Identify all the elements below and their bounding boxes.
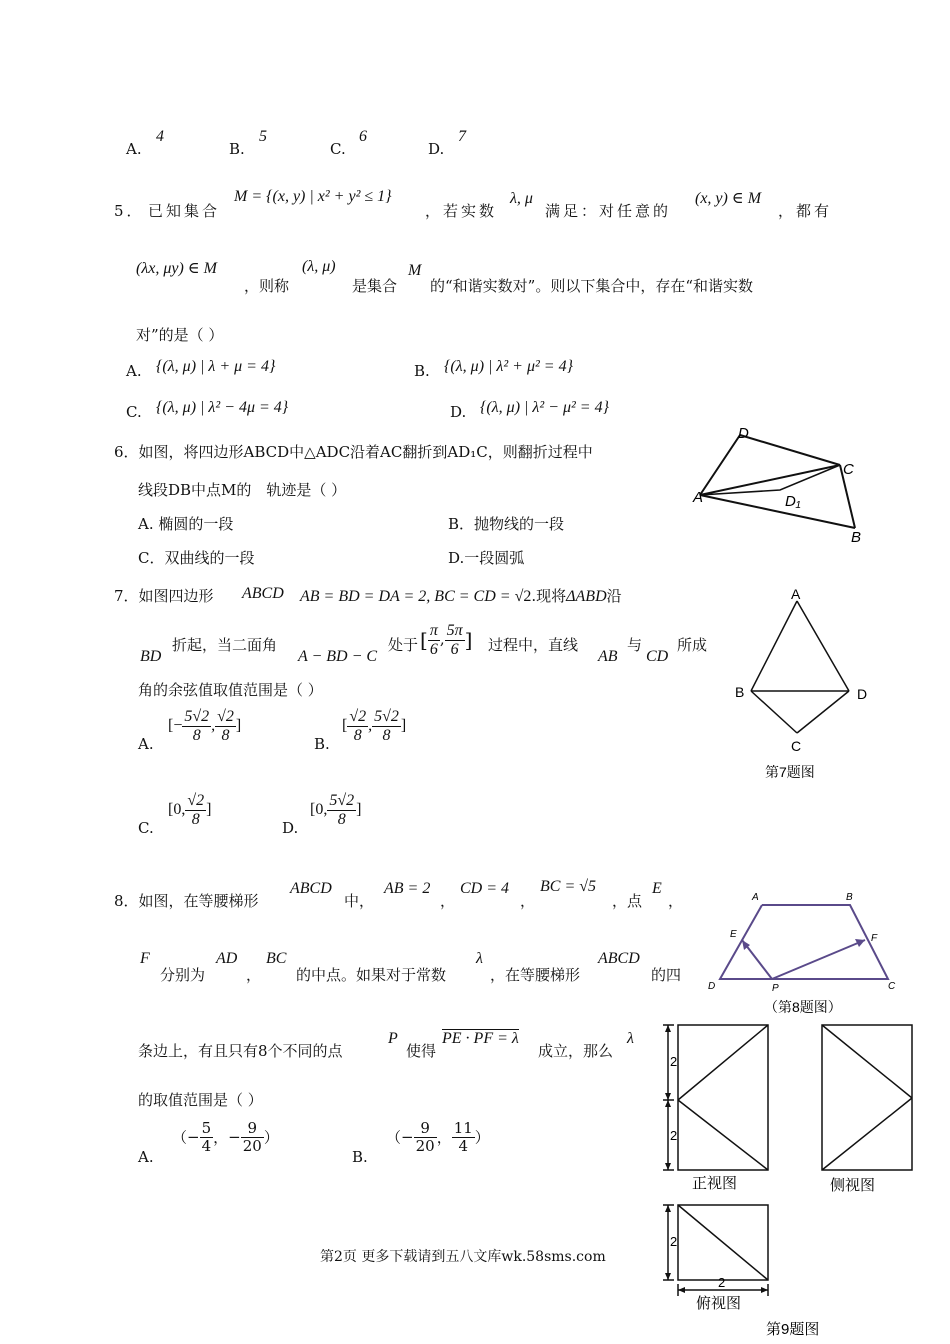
q9-figure xyxy=(660,1020,920,1340)
q4-option-b-value: 5 xyxy=(259,128,267,145)
q7-label-a: A xyxy=(791,586,801,602)
q5-text-6: 是集合 xyxy=(352,277,398,295)
q8-label-f: F xyxy=(871,933,878,944)
q7-label-d: D xyxy=(857,686,868,702)
q8-text-8: 使得 xyxy=(406,1042,437,1060)
q5-lambda-mu: λ, μ xyxy=(510,190,533,207)
q7-angle-interval: [ $\frac{\pi}{6}$ , $\frac{5\pi}{6}$ ] xyxy=(420,622,473,658)
q8-comma-4: ， xyxy=(246,966,262,984)
q6-label-c: C xyxy=(843,461,854,478)
q8-label-e: E xyxy=(730,929,737,940)
q9-dim-top-width: 2 xyxy=(718,1275,726,1290)
q8-bc2: BC xyxy=(266,950,287,967)
q5-text-8: 对”的是（ ） xyxy=(136,326,224,344)
q8-label-c: C xyxy=(888,981,896,992)
q8-abcd-2: ABCD xyxy=(598,950,640,967)
q6-label-d1: D₁ xyxy=(785,493,801,510)
q5-set-m: M = {(x, y) | x² + y² ≤ 1} xyxy=(234,188,392,205)
q7-figure xyxy=(725,585,885,785)
q8-label-d: D xyxy=(708,981,716,992)
q7-option-c-value: [0, $\frac{√2}{8}$ ] xyxy=(168,792,212,828)
q5-text-3: 满足：对任意的 xyxy=(545,202,672,220)
q8-text-9: 成立，那么 xyxy=(538,1042,614,1060)
q8-abcd: ABCD xyxy=(290,880,332,897)
q5-text-5: ，则称 xyxy=(244,277,290,295)
q8-f: F xyxy=(140,950,150,967)
q8-dot-product: PE · PF = λ xyxy=(442,1030,519,1047)
q5-lx-my: (λx, μy) ∈ M xyxy=(136,260,217,277)
q4-option-d: D. xyxy=(428,140,445,158)
q7-option-d-label: D. xyxy=(282,819,299,837)
q7-bd: BD xyxy=(140,648,162,665)
q9-caption: 第9题图 xyxy=(766,1321,820,1338)
q8-e: E xyxy=(652,880,662,897)
q8-number: 8．如图，在等腰梯形 xyxy=(114,892,259,910)
q5-text-7: 的“和谐实数对”。则以下集合中，存在“和谐实数 xyxy=(430,277,754,295)
q8-figure xyxy=(700,885,910,1020)
q8-option-b-value: （− $\frac{9}{20}$ ， $\frac{11}{4}$ ） xyxy=(386,1119,490,1155)
q5-option-c-set: {(λ, μ) | λ² − 4μ = 4} xyxy=(156,399,289,416)
q7-text-4: 处于 xyxy=(388,636,419,654)
q6-option-a: A. 椭圆的一段 xyxy=(138,515,234,533)
q7-text-6: 与 xyxy=(627,636,643,654)
q7-text-7: 所成 xyxy=(677,636,708,654)
q8-comma-3: ， xyxy=(668,892,684,910)
q8-label-p: P xyxy=(772,983,779,994)
q8-option-a-value: （− $\frac{5}{4}$ ，− $\frac{9}{20}$ ） xyxy=(172,1119,279,1155)
q8-comma-1: ， xyxy=(440,892,456,910)
q4-option-a-value: 4 xyxy=(156,128,164,145)
q6-line-2: 线段DB中点M的 轨迹是（ ） xyxy=(138,481,347,499)
q6-line-1: 6．如图，将四边形ABCD中△ADC沿着AC翻折到AD₁C，则翻折过程中 xyxy=(114,443,593,461)
q8-caption: （第8题图） xyxy=(764,999,842,1015)
q7-label-b: B xyxy=(735,684,745,700)
q6-label-a: A xyxy=(693,489,704,506)
q7-option-a-label: A. xyxy=(138,735,154,753)
q8-cd: CD = 4 xyxy=(460,880,510,897)
q6-label-b: B xyxy=(851,529,862,546)
q6-label-d: D xyxy=(738,425,749,442)
q5-text-4: ，都有 xyxy=(778,202,833,220)
q7-abcd: ABCD xyxy=(242,585,284,602)
q8-text-10: 的取值范围是（ ） xyxy=(138,1091,263,1109)
q8-text-6: 的四 xyxy=(651,966,682,984)
q7-option-c-label: C. xyxy=(138,819,154,837)
q5-number: 5． xyxy=(114,202,145,220)
q6-option-b: B．抛物线的一段 xyxy=(448,515,565,533)
q8-p: P xyxy=(388,1030,398,1047)
q8-text-5: ，在等腰梯形 xyxy=(490,966,581,984)
q7-option-b-value: [ $\frac{√2}{8}$ , $\frac{5√2}{8}$ ] xyxy=(342,708,407,744)
q8-label-b: B xyxy=(846,892,853,903)
q7-caption: 第7题图 xyxy=(765,764,815,780)
q8-option-b-label: B. xyxy=(352,1148,368,1166)
q8-ab: AB = 2 xyxy=(384,880,431,897)
q4-option-d-value: 7 xyxy=(458,128,466,145)
q9-front-view-label: 正视图 xyxy=(692,1175,738,1192)
q4-option-c: C. xyxy=(330,140,346,158)
q5-option-b-set: {(λ, μ) | λ² + μ² = 4} xyxy=(444,358,573,375)
q8-text-7: 条边上，有且只有8个不同的点 xyxy=(138,1042,343,1060)
q8-bc: BC = √5 xyxy=(540,878,597,895)
q9-dim-front-top: 2 xyxy=(670,1054,678,1069)
q8-label-a: A xyxy=(752,892,759,903)
q9-top-view-label: 俯视图 xyxy=(696,1295,742,1312)
q5-option-d-label: D. xyxy=(450,403,467,421)
q7-option-b-label: B. xyxy=(314,735,330,753)
q4-option-a: A. xyxy=(126,140,142,158)
q8-text-4: 的中点。如果对于常数 xyxy=(296,966,447,984)
q5-pair: (λ, μ) xyxy=(302,258,336,275)
q7-dihedral-angle: A − BD − C xyxy=(298,648,378,665)
q5-xy-in-m: (x, y) ∈ M xyxy=(695,190,762,207)
q7-number: 7．如图四边形 xyxy=(114,587,214,605)
q8-lambda-2: λ xyxy=(627,1030,634,1047)
q8-text-3: 分别为 xyxy=(160,966,206,984)
q5-option-d-set: {(λ, μ) | λ² − μ² = 4} xyxy=(480,399,609,416)
q7-line-3: 角的余弦值取值范围是（ ） xyxy=(138,681,323,699)
q5-option-b-label: B. xyxy=(414,362,430,380)
q6-option-d: D.一段圆弧 xyxy=(448,549,525,567)
q6-option-c: C．双曲线的一段 xyxy=(138,549,255,567)
q8-text-1: 中， xyxy=(344,892,375,910)
page-footer: 第2页 更多下载请到五八文库wk.58sms.com xyxy=(320,1249,606,1265)
q4-option-c-value: 6 xyxy=(359,128,367,145)
q5-option-a-label: A. xyxy=(126,362,142,380)
q5-text-1: 已知集合 xyxy=(148,202,221,220)
q5-option-c-label: C. xyxy=(126,403,142,421)
q8-text-2: ，点 xyxy=(612,892,643,910)
q8-ad: AD xyxy=(216,950,238,967)
q4-option-b: B. xyxy=(229,140,245,158)
q5-text-2: ，若实数 xyxy=(425,202,498,220)
q7-equalities: AB = BD = DA = 2, BC = CD = √2.现将ΔABD沿 xyxy=(300,587,622,605)
q6-figure xyxy=(685,420,875,550)
q7-option-a-value: [− $\frac{5√2}{8}$ , $\frac{√2}{8}$ ] xyxy=(168,708,242,744)
q7-label-c: C xyxy=(791,738,802,754)
q7-option-d-value: [0, $\frac{5√2}{8}$ ] xyxy=(310,792,362,828)
q7-cd: CD xyxy=(646,648,669,665)
q5-option-a-set: {(λ, μ) | λ + μ = 4} xyxy=(156,358,276,375)
q9-dim-top-height: 2 xyxy=(670,1234,678,1249)
q7-text-3: 折起，当二面角 xyxy=(172,636,278,654)
q8-comma-2: ， xyxy=(520,892,536,910)
q8-lambda: λ xyxy=(476,950,483,967)
q9-side-view-label: 侧视图 xyxy=(830,1177,876,1194)
q8-option-a-label: A. xyxy=(138,1148,154,1166)
q5-m: M xyxy=(408,262,422,279)
q7-ab: AB xyxy=(598,648,618,665)
q9-dim-front-bottom: 2 xyxy=(670,1128,678,1143)
q7-text-5: 过程中，直线 xyxy=(488,636,579,654)
